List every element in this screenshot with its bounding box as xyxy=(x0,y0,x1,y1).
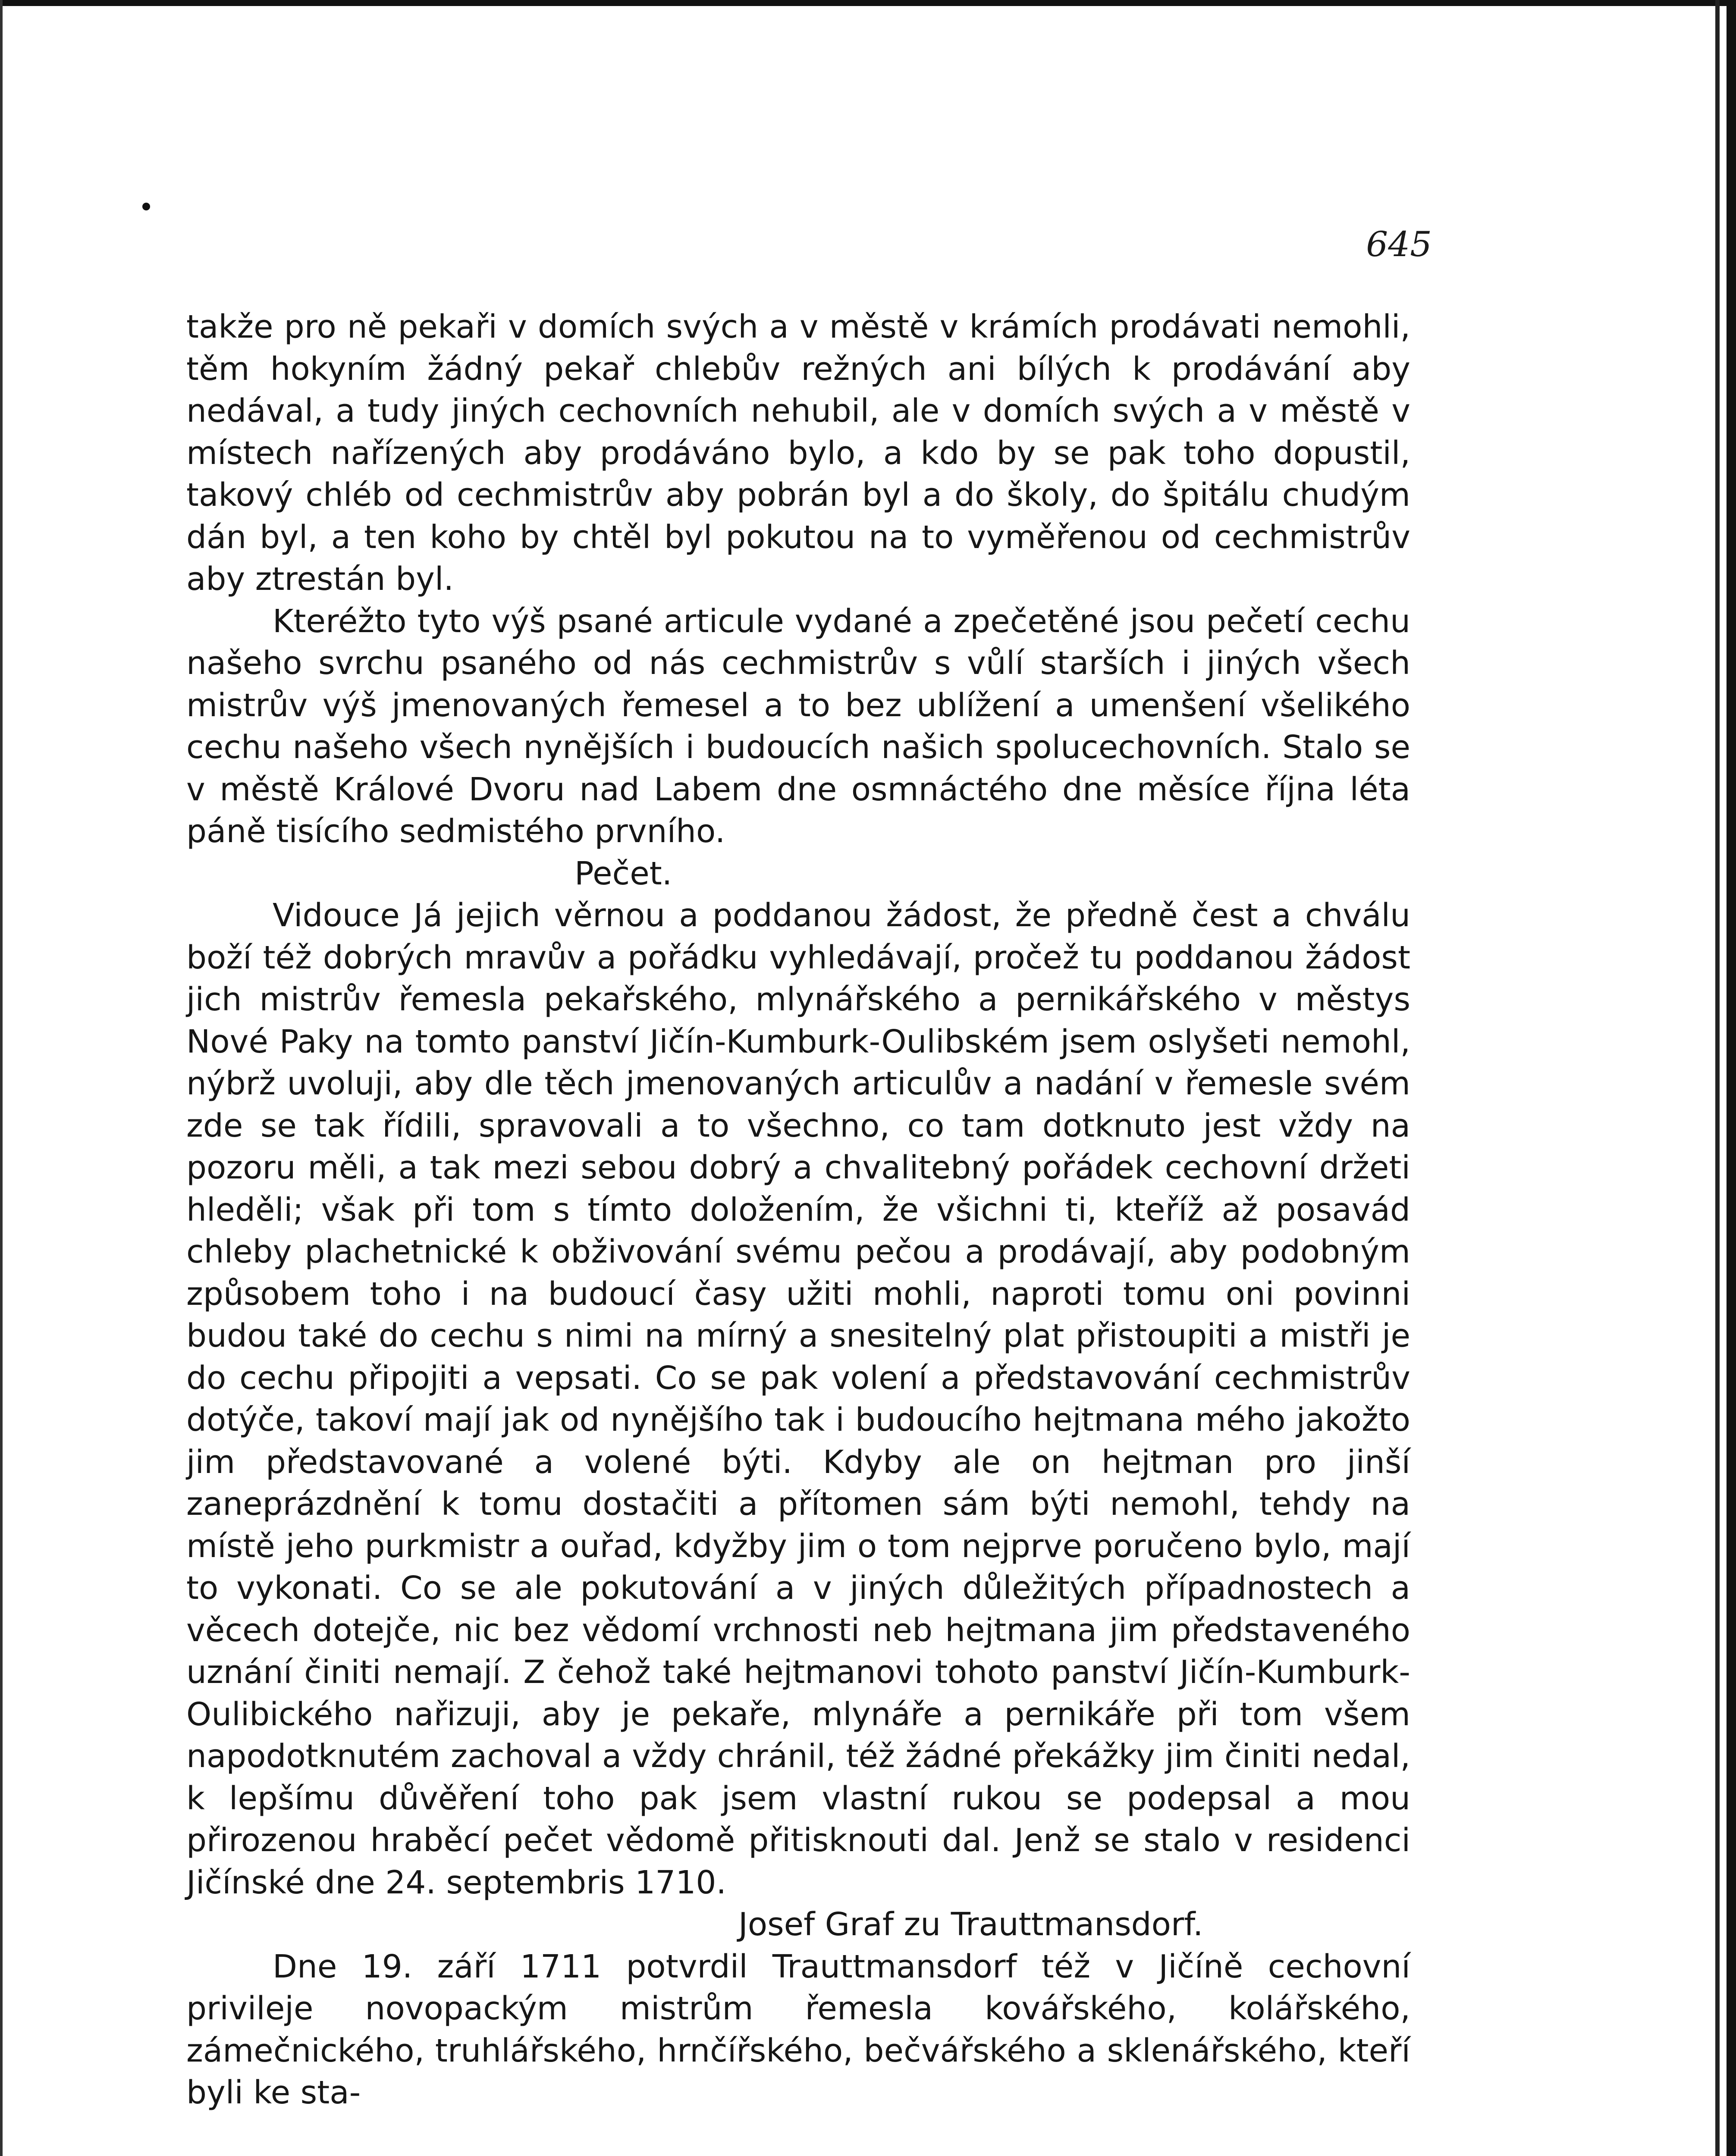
paragraph-1711: Dne 19. září 1711 potvrdil Trauttmansdorf též v Jičíně cechovní privileje novopackým mistrům řemesla kovářského, kolářského, zámečnického, truhlářského, hrnčířského, bečvářského a sklenářského, kteří byli ke sta- xyxy=(186,1948,1410,2111)
paragraph-continuation: takže pro ně pekaři v domích svých a v městě v krámích prodávati nemohli, těm hokyním žádný pekař chlebův režných ani bílých k prodávání aby nedával, a tudy jiných cechovních nehubil, ale v domích svých a v městě v místech nařízených aby prodáváno bylo, a kdo by se pak toho dopustil, takový chléb od cechmistrův aby pobrán byl a do školy, do špitálu chudým dán byl, a ten koho by chtěl byl pokutou na to vyměřenou od cechmistrův aby ztrestán byl. xyxy=(186,308,1410,598)
paragraph-confirmation: Vidouce Já jejich věrnou a poddanou žádost, že předně čest a chválu boží též dobrých mravův a pořádku vyhledávají, pročež tu poddanou žádost jich mistrův řemesla pekařského, mlynářského a pernikářského v městys Nové Paky na tomto panství Jičín-Kumburk-Oulibském jsem oslyšeti nemohl, nýbrž uvoluji, aby dle těch jmenovaných articulův a nadání v řemesle svém zde se tak řídili, spravovali a to všechno, co tam dotknuto jest vždy na pozoru měli, a tak mezi sebou dobrý a chvalitebný pořádek cechovní držeti hleděli; však při tom s tímto doložením, že všichni ti, kteříž až posavád chleby plachetnické k obživování svému pečou a prodávají, aby podobným způsobem toho i na budoucí časy užiti mohli, naproti tomu oni povinni budou také do cechu s nimi na mírný a snesitelný plat přistoupiti a mistři je do cechu připojiti a vepsati. Co se pak volení a představování cechmistrův dotýče, takoví mají jak od nynějšího tak i budoucího hejtmana mého jakožto jim představované a volené býti. Kdyby ale on hejtman pro jinší zaneprázdnění k tomu dostačiti a přítomen sám býti nemohl, tehdy na místě jeho purkmistr a ouřad, kdyžby jim o tom nejprve poručeno bylo, mají to vykonati. Co se ale pokutování a v jiných důležitých případnostech a věcech dotejče, nic bez vědomí vrchnosti neb hejtmana jim představeného uznání činiti nemají. Z čehož také hejtmanovi tohoto panství Jičín-Kumburk-Oulibického nařizuji, aby je pekaře, mlynáře a pernikáře při tom všem napodotknutém zachoval a vždy chránil, též žádné překážky jim činiti nedal, k lepšímu důvěření toho pak jsem vlastní rukou se podepsal a mou přirozenou hraběcí pečet vědomě přitisknouti dal. Jenž se stalo v residenci Jičínské dne 24. septembris 1710. xyxy=(186,897,1410,1901)
seal-line: Pečet. xyxy=(574,855,672,892)
scan-border-left xyxy=(0,0,3,2156)
scan-speck xyxy=(142,203,150,210)
body-text xyxy=(186,306,1410,2114)
paragraph-articles: Kteréžto tyto výš psané articule vydané a zpečetěné jsou pečetí cechu našeho svrchu psaného od nás cechmistrův s vůlí starších i jiných všech mistrův výš jmenovaných řemesel a to bez ublížení a umenšení všelikého cechu našeho všech nynějších i budoucích našich spolucechovních. Stalo se v městě Králové Dvoru nad Labem dne osmnáctého dne měsíce října léta páně tisícího sedmistého prvního. xyxy=(186,602,1410,850)
scan-border-right-inner xyxy=(1715,0,1720,2156)
page-number: 645 xyxy=(1366,224,1432,264)
signature-line: Josef Graf zu Trauttmansdorf. xyxy=(738,1906,1203,1943)
scan-border-top xyxy=(0,0,1736,6)
scan-border-right xyxy=(1727,0,1736,2156)
